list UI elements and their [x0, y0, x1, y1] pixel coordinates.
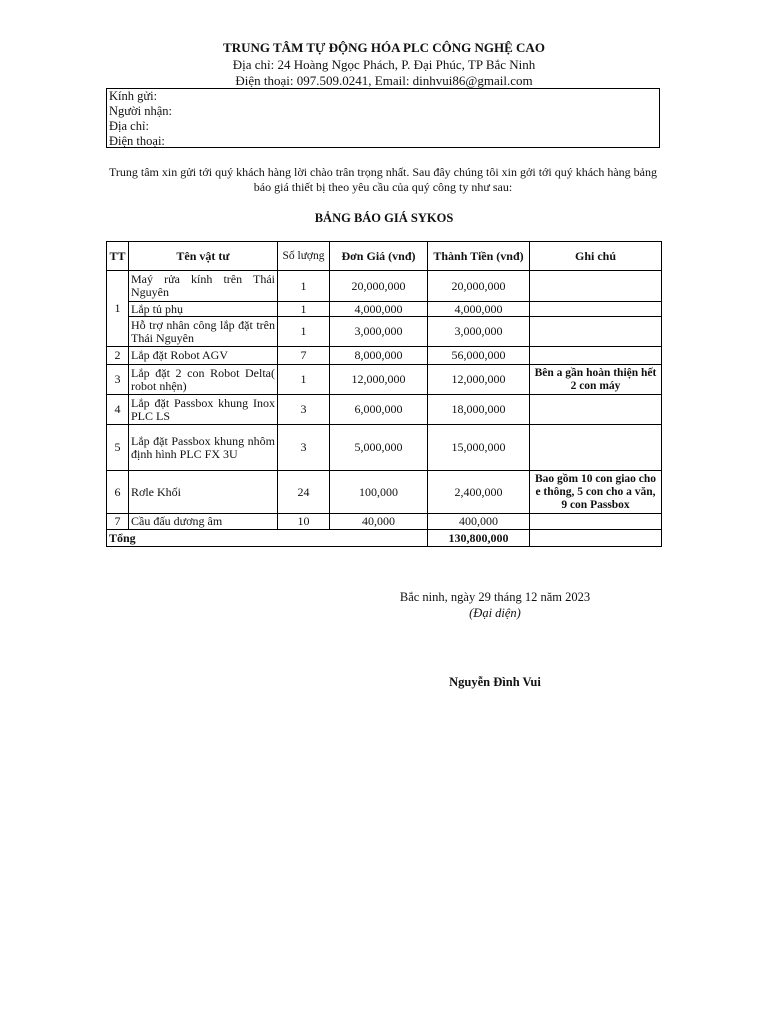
company-name: TRUNG TÂM TỰ ĐỘNG HÓA PLC CÔNG NGHỆ CAO — [223, 40, 545, 55]
cell-note — [530, 317, 662, 347]
cell-price: 100,000 — [330, 471, 428, 514]
cell-price: 40,000 — [330, 514, 428, 530]
cell-note: Bao gồm 10 con giao cho e thông, 5 con cho a văn, 9 con Passbox — [530, 471, 662, 514]
table-row — [107, 302, 662, 317]
cell-total: 3,000,000 — [428, 317, 530, 347]
table-row — [107, 514, 662, 530]
cell-qty: 1 — [278, 271, 330, 302]
table-row — [107, 271, 662, 302]
cell-tt: 2 — [107, 347, 129, 365]
cell-name: Lắp đặt Robot AGV — [129, 347, 278, 365]
quote-table — [106, 241, 662, 547]
table-row — [107, 395, 662, 425]
table-header-row — [107, 242, 662, 271]
col-header-note: Ghi chú — [530, 242, 662, 271]
cell-note — [530, 302, 662, 317]
cell-total: 400,000 — [428, 514, 530, 530]
cell-qty: 7 — [278, 347, 330, 365]
recipient-box — [106, 88, 660, 148]
table-row — [107, 471, 662, 514]
cell-total: 2,400,000 — [428, 471, 530, 514]
cell-tt: 3 — [107, 365, 129, 395]
table-row — [107, 347, 662, 365]
col-header-tt: TT — [107, 242, 129, 271]
cell-tt: 1 — [107, 271, 129, 347]
recipient-nguoi-nhan: Người nhận: — [109, 104, 173, 118]
cell-total: 18,000,000 — [428, 395, 530, 425]
cell-total: 12,000,000 — [428, 365, 530, 395]
col-header-total: Thành Tiền (vnđ) — [428, 242, 530, 271]
cell-note — [530, 425, 662, 471]
total-value: 130,800,000 — [428, 530, 530, 547]
col-header-name: Tên vật tư — [129, 242, 278, 271]
cell-qty: 1 — [278, 317, 330, 347]
cell-total: 20,000,000 — [428, 271, 530, 302]
cell-note — [530, 347, 662, 365]
cell-name: Hỗ trợ nhân công lắp đặt trên Thái Nguyên — [129, 317, 278, 347]
cell-name: Maý rửa kính trên Thái Nguyên — [129, 271, 278, 302]
signature-name: Nguyễn Đình Vui — [449, 675, 541, 689]
cell-name: Rơle Khối — [129, 471, 278, 514]
intro-paragraph: Trung tâm xin gửi tới quý khách hàng lời chào trân trọng nhất. Sau đây chúng tôi xin gởi tới quý khách hàng bảng báo giá thiết bị theo yêu cầu của quý công ty như sau: — [108, 165, 658, 194]
cell-qty: 3 — [278, 395, 330, 425]
cell-price: 3,000,000 — [330, 317, 428, 347]
cell-qty: 10 — [278, 514, 330, 530]
cell-tt: 7 — [107, 514, 129, 530]
col-header-price: Đơn Giá (vnđ) — [330, 242, 428, 271]
cell-tt: 6 — [107, 471, 129, 514]
cell-price: 5,000,000 — [330, 425, 428, 471]
cell-name: Lắp đặt Passbox khung Inox PLC LS — [129, 395, 278, 425]
cell-qty: 1 — [278, 302, 330, 317]
cell-qty: 3 — [278, 425, 330, 471]
cell-price: 12,000,000 — [330, 365, 428, 395]
total-label: Tổng — [107, 530, 428, 547]
recipient-dien-thoai: Điện thoại: — [109, 134, 165, 148]
signature-date: Bắc ninh, ngày 29 tháng 12 năm 2023 — [399, 590, 591, 604]
table-row — [107, 317, 662, 347]
cell-price: 6,000,000 — [330, 395, 428, 425]
cell-price: 8,000,000 — [330, 347, 428, 365]
col-header-qty: Số lượng — [278, 242, 330, 271]
cell-tt: 4 — [107, 395, 129, 425]
cell-note — [530, 271, 662, 302]
cell-note — [530, 395, 662, 425]
company-address: Địa chỉ: 24 Hoàng Ngọc Phách, P. Đại Phúc, TP Bắc Ninh — [232, 57, 536, 72]
total-note — [530, 530, 662, 547]
cell-note: Bên a gần hoàn thiện hết 2 con máy — [530, 365, 662, 395]
recipient-kinh-gui: Kính gửi: — [109, 89, 158, 103]
cell-total: 4,000,000 — [428, 302, 530, 317]
cell-total: 15,000,000 — [428, 425, 530, 471]
cell-name: Lắp đặt Passbox khung nhôm định hình PLC FX 3U — [129, 425, 278, 471]
recipient-dia-chi: Địa chỉ: — [109, 119, 149, 133]
cell-tt: 5 — [107, 425, 129, 471]
quote-title: BẢNG BÁO GIÁ SYKOS — [314, 211, 454, 225]
cell-qty: 1 — [278, 365, 330, 395]
cell-qty: 24 — [278, 471, 330, 514]
cell-note — [530, 514, 662, 530]
signature-role: (Đại diện) — [469, 606, 521, 620]
cell-name: Lắp tủ phụ — [129, 302, 278, 317]
cell-price: 20,000,000 — [330, 271, 428, 302]
cell-name: Cầu đấu dương âm — [129, 514, 278, 530]
table-row — [107, 425, 662, 471]
cell-total: 56,000,000 — [428, 347, 530, 365]
table-row — [107, 365, 662, 395]
cell-name: Lắp đặt 2 con Robot Delta( robot nhện) — [129, 365, 278, 395]
company-contact: Điện thoại: 097.509.0241, Email: dinhvui86@gmail.com — [235, 73, 533, 88]
table-total-row — [107, 530, 662, 547]
cell-price: 4,000,000 — [330, 302, 428, 317]
